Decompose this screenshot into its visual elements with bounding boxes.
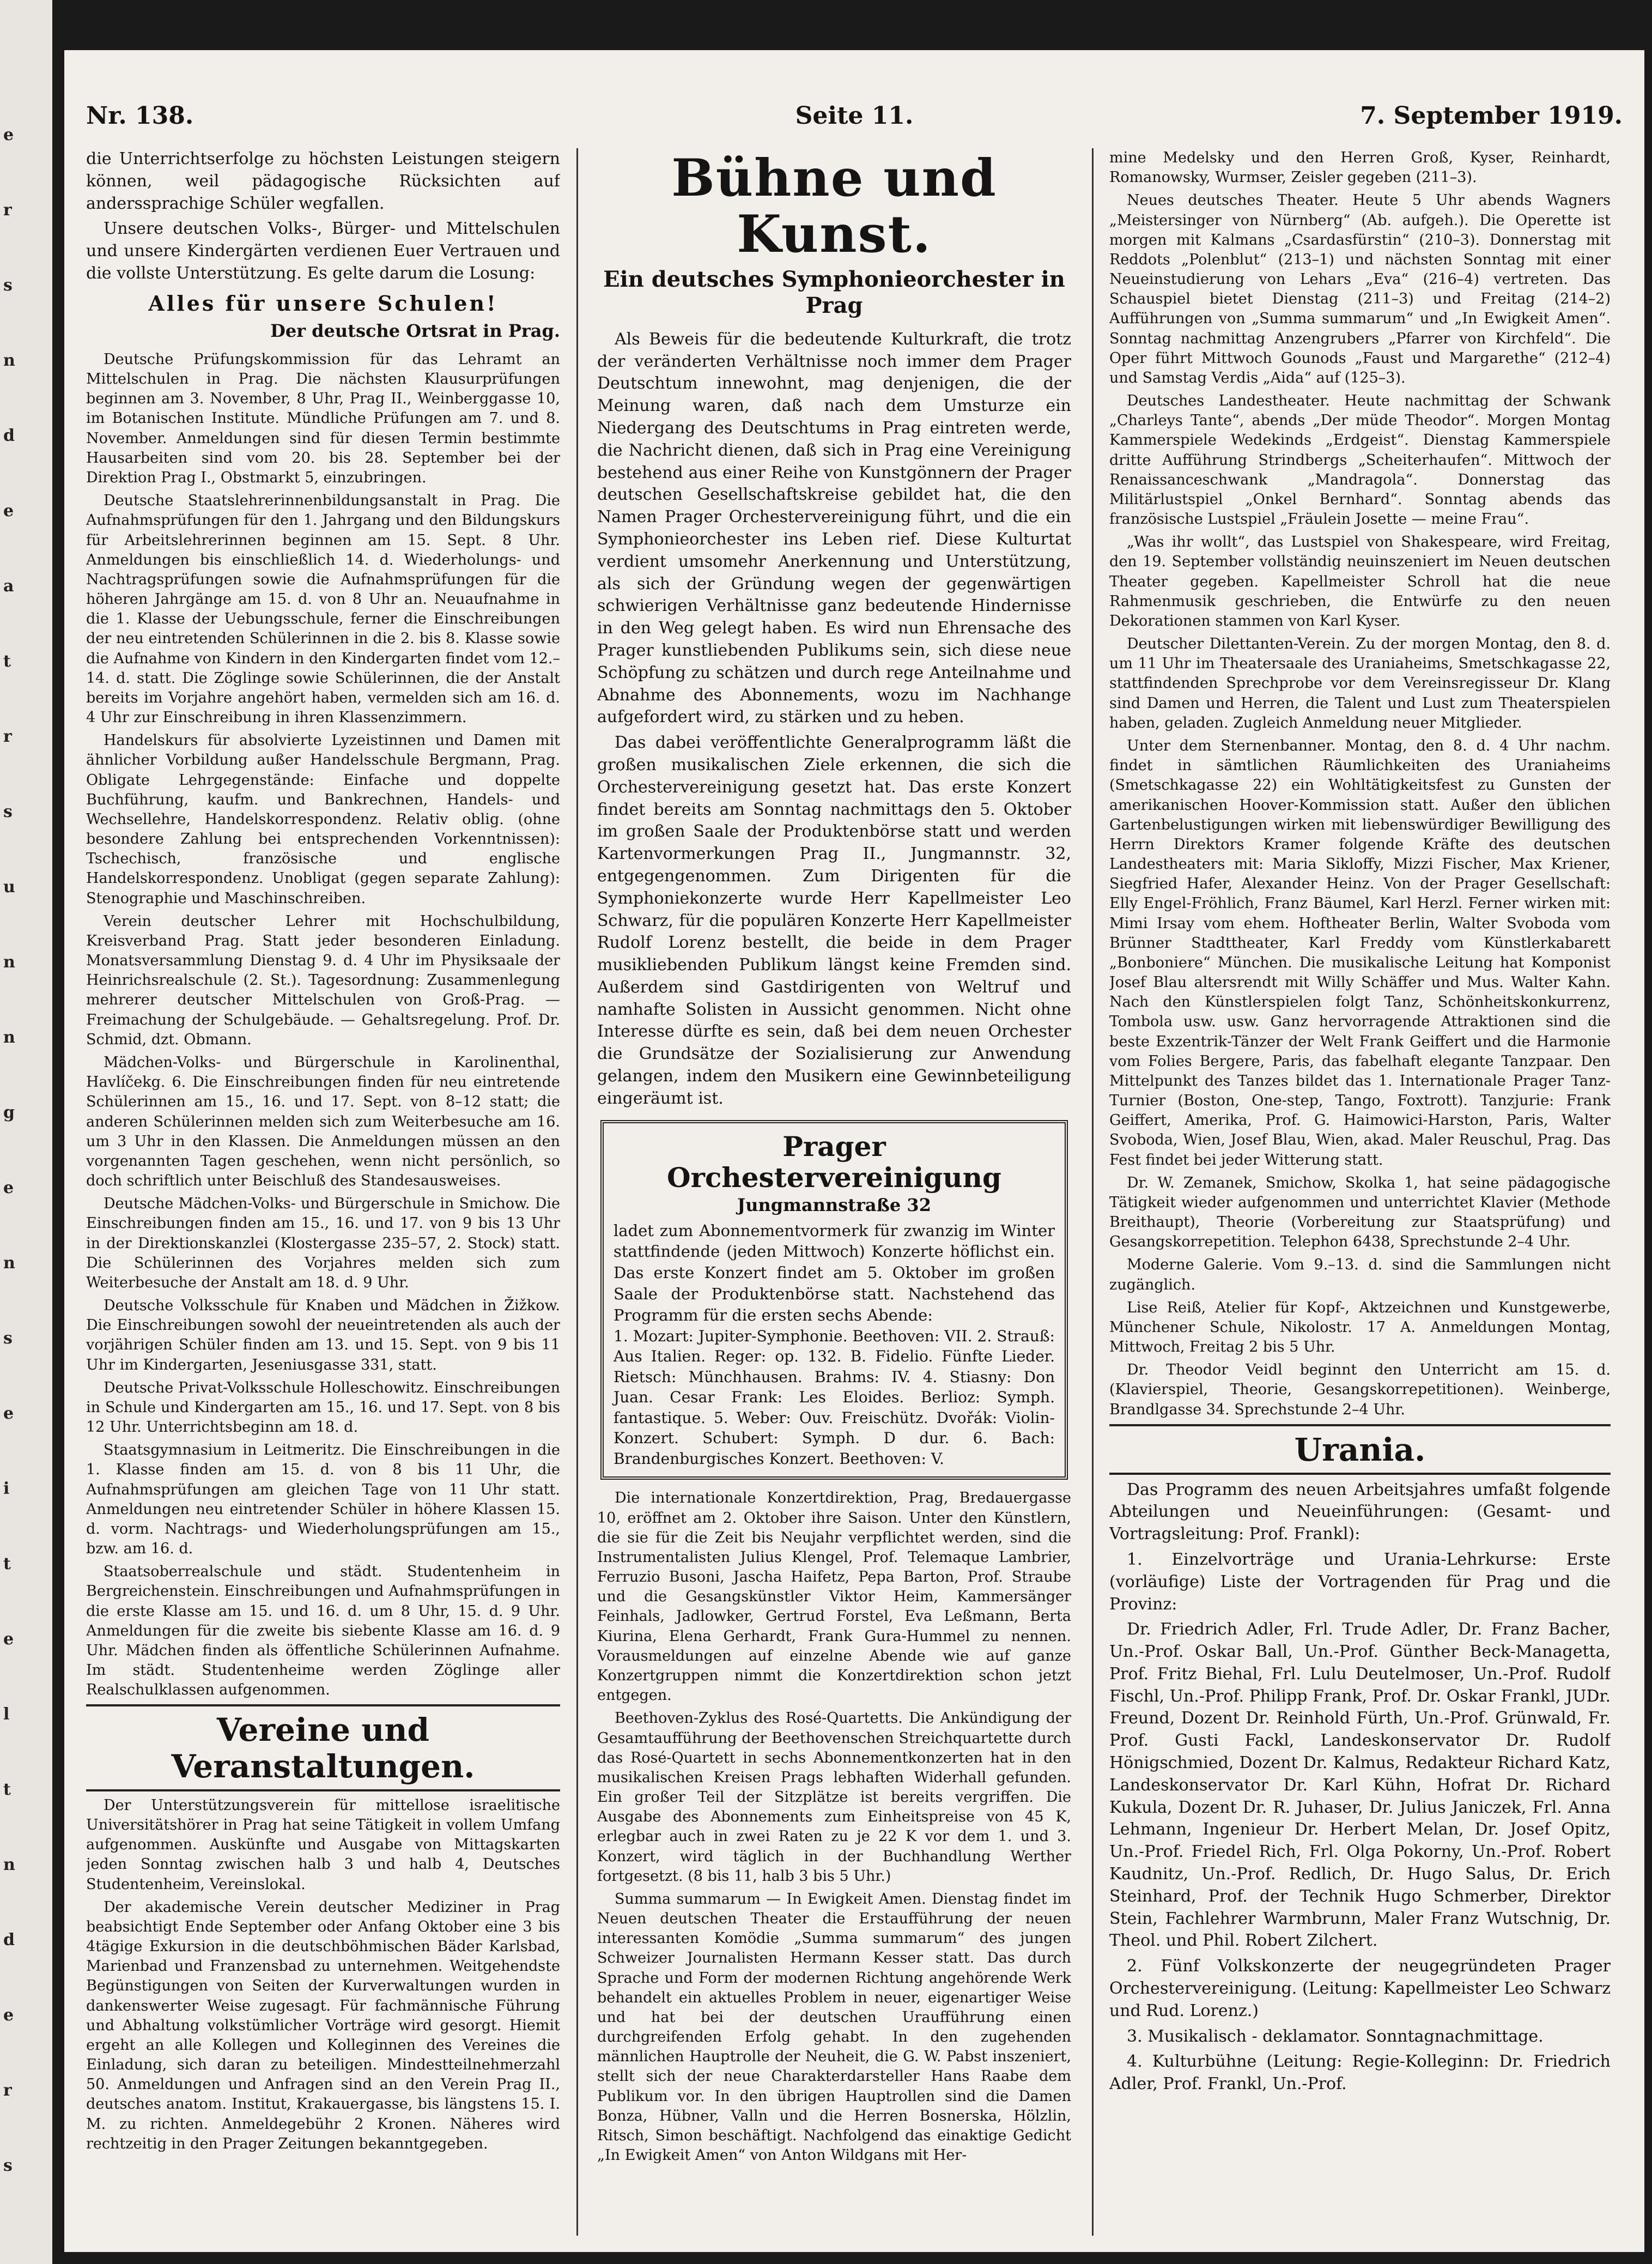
section-divider [1109, 1473, 1611, 1475]
cut-off-text-fragment: s [3, 802, 13, 821]
school-notice: Staatsoberrealschule und städt. Studentenheim in Bergreichenstein. Einschreibungen und Aufnahmsprüfungen in die erste Klasse am 15. und 16. d. um 8 Uhr, 15. d. 9 Uhr. Anmeldungen für die zweite bis siebente Klasse am 16. d. 9 Uhr. Mädchen finden als öffentliche Schülerinnen Aufnahme. Im städt. Studentenheime werden Zöglinge aller Realschulklassen aufgenommen. [86, 1563, 560, 1699]
cut-off-text-fragment: n [3, 1028, 15, 1047]
school-notice: Deutsche Prüfungskommission für das Lehramt an Mittelschulen in Prag. Die nächsten Klausurprüfungen beginnen am 3. November, 8 Uhr, Prag II., Weinberggasse 10, im Botanischen Institute. Mündliche Prüfungen am 7. und 8. November. Anmeldungen sind für diesen Termin bestimmte Hausarbeiten sind vom 20. bis 28. September bei der Direktion Prag I., Obstmarkt 5, einzubringen. [86, 350, 560, 486]
newspaper-page [64, 50, 1644, 2252]
cut-off-text-fragment: e [3, 1404, 14, 1423]
club-notices [86, 1796, 560, 2154]
article-paragraph: Als Beweis für die bedeutende Kulturkraft, die trotz der veränderten Verhältnisse noch immer dem Prager Deutschtum innewohnt, mag denjenigen, die der Meinung waren, daß nach dem Umsturze ein Niedergang des Deutschtums in Prag eintreten werde, die Nachricht dienen, daß sich in Prag eine Vereinigung bestehend aus einer Reihe von Kunstgönnern der Prager deutschen Gesellschaftskreise gebildet hat, die den Namen Prager Orchestervereinigung führt, und die ein Symphonieorchester ins Leben rief. Diese Kulturtat verdient umsomehr Anerkennung und Unterstützung, als sich der Gründung wegen der gegenwärtigen schwierigen Verhältnisse ganz bedeutende Hindernisse in den Weg gelegt haben. Es wird nun Ehrensache des Prager kunstliebenden Publikums sein, sich diese neue Schöpfung zu schätzen und durch rege Anteilnahme und Abnahme des Abonnements, wozu im Nachhange aufgefordert wird, zu stärken und zu heben. [597, 329, 1071, 727]
section-divider [86, 1704, 560, 1706]
cut-off-text-fragment: t [3, 1554, 11, 1573]
section-heading: Vereine und Veranstaltungen. [171, 1711, 475, 1785]
section-divider [1109, 1424, 1611, 1426]
urania-paragraph: 3. Musikalisch - deklamator. Sonntagnachmittage. [1127, 2026, 1544, 2046]
cut-off-text-fragment: e [3, 1630, 14, 1649]
section-heading: Bühne und Kunst. [671, 148, 997, 265]
signature: Der deutsche Ortsrat in Prag. [270, 320, 560, 342]
cut-off-text-fragment: g [3, 1103, 15, 1122]
cut-off-text-fragment: n [3, 1855, 15, 1874]
urania-program [1109, 1479, 1611, 2096]
theater-notice: mine Medelsky und den Herren Groß, Kyser, Reinhardt, Romanowsky, Wurmser, Zeisler gegeben (211–3). [1109, 149, 1611, 186]
theater-notice: Dr. Theodor Veidl beginnt den Unterricht am 15. d. (Klavierspiel, Theorie, Gesangskorrepetitionen). Weinberge, Brandlgasse 34. Sprechstunde 2–4 Uhr. [1109, 1361, 1611, 1418]
concert-notice: Summa summarum — In Ewigkeit Amen. Dienstag findet im Neuen deutschen Theater die Erstaufführung der neuen interessanten Komödie „Summa summarum“ des jungen Schweizer Journalisten Hermann Kesser statt. Das durch Sprache und Form der modernen Richtung angehörende Werk behandelt ein aktuelles Problem in neuer, eigenartiger Weise und hat bei der deutschen Uraufführung einen durchgreifenden Erfolg gehabt. In den zugehenden männlichen Hauptrolle der Neuheit, die G. W. Pabst inszeniert, stellt sich der neue Charakterdarsteller Hans Raabe dem Publikum vor. In den übrigen Hauptrollen sind die Damen Bonza, Hübner, Valln und die Herren Bosnerska, Hölzlin, Ritsch, Simon beschäftigt. Nachfolgend das einaktige Gedicht „In Ewigkeit Amen“ von Anton Wildgans mit Her- [597, 1890, 1071, 2164]
page-header [86, 102, 1623, 140]
cut-off-text-fragment: e [3, 125, 14, 144]
article-body [597, 329, 1071, 1110]
theater-notices [1109, 148, 1611, 1420]
cut-off-text-fragment: s [3, 276, 13, 295]
urania-paragraph: Dr. Friedrich Adler, Frl. Trude Adler, Dr. Franz Bacher, Un.-Prof. Oskar Ball, Un.-Prof. Günther Beck-Managetta, Prof. Fritz Biehal, Frl. Lulu Deutelmoser, Un.-Prof. Rudolf Fischl, Un.-Prof. Philipp Frank, Prof. Dr. Oskar Frankl, JUDr. Freund, Dozent Dr. Reinhold Fürth, Un.-Prof. Grünwald, Fr. Prof. Gusti Fackl, Landeskonservator Dr. Rudolf Hönigschmied, Dozent Dr. Kalmus, Redakteur Richard Katz, Landeskonservator Dr. Karl Kühn, Hofrat Dr. Richard Kukula, Dozent Dr. R. Juhaser, Dr. Julius Janiczek, Frl. Anna Lehmann, Ingenieur Dr. Herbert Melan, Dr. Josef Opitz, Un.-Prof. Friedel Rich, Frl. Olga Pokorny, Un.-Prof. Robert Kaudnitz, Un.-Prof. Redlich, Dr. Hugo Salus, Dr. Erich Steinhard, Prof. der Technik Hugo Schmerber, Direktor Stein, Fachlehrer Warmbrunn, Maler Franz Wutschnig, Dr. Theol. und Phil. Robert Zilchert. [1109, 1620, 1611, 1951]
urania-paragraph: Das Programm des neuen Arbeitsjahres umfaßt folgende Abteilungen und Neueinführungen: (Gesamt- und Vortragsleitung: Prof. Frankl): [1109, 1480, 1611, 1544]
theater-notice: „Was ihr wollt“, das Lustspiel von Shakespeare, wird Freitag, den 19. September vollständig neuinszeniert im Neuen deutschen Theater gegeben. Kapellmeister Schroll hat die neue Rahmenmusik geschrieben, die Entwürfe zu den neuen Dekorationen stammen von Karl Kyser. [1109, 534, 1611, 629]
section-divider [86, 1789, 560, 1791]
section-heading: Urania. [1294, 1431, 1426, 1468]
theater-notice: Neues deutsches Theater. Heute 5 Uhr abends Wagners „Meistersinger von Nürnberg“ (Ab. aufgeh.). Die Operette ist morgen mit Kalmans „Csardasfürstin“ (210–3). Donnerstag mit Reddots „Polenblut“ (213–1) und nächsten Sonntag mit einer Neueinstudierung von Lehars „Eva“ (216–4) vertreten. Das Schauspiel bietet Dienstag (211–3) und Freitag (214–2) Aufführungen von „Summa summarum“ und „In Ewigkeit Amen“. Sonntag nachmittag Anzengrubers „Pfarrer von Kirchfeld“. Die Oper führt Mittwoch Gounods „Faust und Margarethe“ (212–4) und Samstag Verdis „Aida“ auf (125–3). [1109, 192, 1611, 386]
ad-text: ladet zum Abonnementvormerk für zwanzig im Winter stattfindende (jeden Mittwoch) Konzerte höflichst ein. Das erste Konzert findet am 5. Oktober im großen Saale der Produktenbörse statt. Nachstehend das Programm für die ersten sechs Abende: [614, 1221, 1055, 1324]
school-notice: Mädchen-Volks- und Bürgerschule in Karolinenthal, Havlíčekg. 6. Die Einschreibungen finden für neu eintretende Schülerinnen am 15., 16. und 17. Sept. von 8–12 statt; die anderen Schülerinnen melden sich zum Weiterbesuche am 16. um 3 Uhr in den Klassen. Die Anmeldungen müssen an den vorgenannten Tagen geschehen, wenn nicht persönlich, so doch schriftlich unter Beischluß des Standesausweises. [86, 1054, 560, 1190]
club-notice: Der akademische Verein deutscher Mediziner in Prag beabsichtigt Ende September oder Anfang Oktober eine 3 bis 4tägige Exkursion in die deutschböhmischen Bäder Karlsbad, Marienbad und Franzensbad zu unternehmen. Weitgehendste Begünstigungen von Seiten der Kurverwaltungen wurden in dankenswerter Weise zugesagt. Für fachmännische Führung und Abhaltung volkstümlicher Vorträge wird gesorgt. Hiemit ergeht an alle Kollegen und Kolleginnen des Vereines die Einladung, sich daran zu beteiligen. Mindestteilnehmerzahl 50. Anmeldungen und Anfragen sind an den Verein Prag II., deutsches anatom. Institut, Krakauergasse, bis längstens 15. I. M. zu richten. Anmeldegebühr 2 Kronen. Näheres wird rechtzeitig in den Prager Zeitungen bekanntgegeben. [86, 1898, 560, 2152]
urania-paragraph: 2. Fünf Volkskonzerte der neugegründeten Prager Orchestervereinigung. (Leitung: Kapellmeister Leo Schwarz und Rud. Lorenz.) [1109, 1957, 1611, 2020]
column-rule [576, 148, 578, 2236]
cut-off-text-fragment: n [3, 1254, 15, 1273]
cut-off-text-fragment: l [3, 1705, 10, 1724]
advertisement-box [600, 1120, 1068, 1480]
theater-notice: Moderne Galerie. Vom 9.–13. d. sind die Sammlungen nicht zugänglich. [1109, 1256, 1611, 1293]
cut-off-text-fragment: s [3, 1329, 13, 1348]
slogan: Alles für unsere Schulen! [148, 290, 498, 316]
cut-off-text-fragment: i [3, 1479, 10, 1498]
cut-off-text-fragment: n [3, 953, 15, 972]
article-paragraph: Das dabei veröffentlichte Generalprogramm läßt die großen musikalischen Ziele erkennen, die sich die Orchestervereinigung gesetzt hat. Das erste Konzert findet bereits am Sonntag nachmittags den 5. Oktober im großen Saale der Produktenbörse statt und werden Kartenvormerkungen Prag II., Jungmannstr. 32, entgegengenommen. Zum Dirigenten für die Symphoniekonzerte wurde Herr Kapellmeister Leo Schwarz, für die populären Konzerte Herr Kapellmeister Rudolf Lorenz bestellt, die beide in dem Prager musikliebenden Publikum längst keine Fremden sind. Außerdem sind Gastdirigenten von Weltruf und namhafte Solisten in Aussicht genommen. Nicht ohne Interesse dürfte es sein, daß bei dem neuen Orchester die Grundsätze der Sozialisierung zur Anwendung gelangen, indem den Musikern eine Gewinnbeteiligung eingeräumt ist. [597, 733, 1071, 1108]
cut-off-text-fragment: n [3, 351, 15, 370]
cut-off-text-fragment: t [3, 1780, 11, 1799]
school-notice: Deutsche Mädchen-Volks- und Bürgerschule in Smichow. Die Einschreibungen finden am 15., 16. und 17. von 9 bis 13 Uhr in der Direktionskanzlei (Klostergasse 235–57, 2. Stock) statt. Die Schülerinnen des Vorjahres melden sich zum Weiterbesuche der Anstalt am 18. d. 9 Uhr. [86, 1195, 560, 1291]
adjacent-page-strip [0, 0, 52, 2264]
column-middle [597, 148, 1071, 2241]
theater-notice: Lise Reiß, Atelier für Kopf-, Aktzeichnen und Kunstgewerbe, Münchener Schule, Nikolostr. 17 A. Anmeldungen Montag, Mittwoch, Freitag 2 bis 5 Uhr. [1109, 1299, 1611, 1356]
issue-number: Nr. 138. [86, 102, 194, 130]
cut-off-text-fragment: t [3, 652, 11, 671]
theater-notice: Deutscher Dilettanten-Verein. Zu der morgen Montag, den 8. d. um 11 Uhr im Theatersaale des Uraniaheims, Smetschkagasse 22, stattfindenden Sprechprobe vor dem Vereinsregisseur Dr. Klang sind Damen und Herren, die Talent und Lust zum Theaterspielen haben, geladen. Zugleich Anmeldung neuer Mitglieder. [1109, 635, 1611, 731]
cut-off-text-fragment: r [3, 727, 12, 746]
cut-off-text-fragment: e [3, 1178, 14, 1197]
concert-notice: Beethoven-Zyklus des Rosé-Quartetts. Die Ankündigung der Gesamtaufführung der Beethovenschen Streichquartette durch das Rosé-Quartett in sechs Abonnementkonzerten hat in den musikalischen Kreisen Prags lebhaften Widerhall gefunden. Ein großer Teil der Sitzplätze ist bereits vergriffen. Die Ausgabe des Abonnements zum Einheitspreise von 45 K, erlegbar auch in zwei Raten zu je 22 K vor dem 1. und 3. Konzert, wird täglich in der Buchhandlung Werther fortgesetzt. (8 bis 11, halb 3 bis 5 Uhr.) [597, 1710, 1071, 1885]
school-notice: Staatsgymnasium in Leitmeritz. Die Einschreibungen in die 1. Klasse finden am 15. d. von 8 bis 11 Uhr, die Aufnahmsprüfungen am gleichen Tage von 11 Uhr statt. Anmeldungen neu eintretender Schüler in höhere Klassen 15. d. vorm. Nachtrags- und Wiederholungsprüfungen am 15., bzw. am 16. d. [86, 1442, 560, 1558]
ad-title: Prager Orchestervereinigung [667, 1130, 1001, 1194]
article-text: Unsere deutschen Volks-, Bürger- und Mittelschulen und unsere Kindergärten verdienen Euer Vertrauen und die vollste Unterstützung. Es gelte darum die Losung: [86, 219, 560, 283]
column-right [1109, 148, 1611, 2241]
theater-notice: Unter dem Sternenbanner. Montag, den 8. d. 4 Uhr nachm. findet in sämtlichen Räumlichkeiten des Uraniaheims (Smetschkagasse 22) ein Wohltätigkeitsfest zu Gunsten der amerikanischen Hoover-Kommission statt. Außer den üblichen Gartenbelustigungen wirken mit liebenswürdiger Bewilligung des Herrn Direktors Kramer folgende Kräfte des deutschen Landestheaters mit: Maria Sikloffy, Mizzi Fischer, Max Kriener, Siegfried Hafer, Alexander Heinz. Von der Prager Gesellschaft: Elly Engel-Fröhlich, Franz Bäumel, Karl Herzl. Ferner wirken mit: Mimi Irsay vom ehem. Hoftheater Berlin, Walter Svoboda vom Brünner Stadttheater, Karl Freddy vom Künstlerkabarett „Bonboniere“ München. Die musikalische Leitung hat Komponist Josef Blau altersrendt mit Willy Schäffer und Mus. Walter Kahn. Nach den Künstlerspielen folgt Tanz, Schönheitskonkurrenz, Tombola usw. usw. Ganz hervorragende Attraktionen sind die beste Exzentrik-Tänzer der Welt Frank Geiffert und die Harmonie vom Folies Bergere, Paris, das fabelhaft elegante Tanzpaar. Den Mittelpunkt des Tanzes bildet das 1. Internationale Prager Tanz-Turnier (Boston, One-step, Tango, Foxtrott). Tanzjurie: Frank Geiffert, Amerika, Prof. G. Haimowici-Harston, Paris, Walter Svoboda, Wien, Josef Blau, Wien, akad. Maler Reuschul, Prag. Das Fest findet bei jeder Witterung statt. [1109, 737, 1611, 1169]
issue-date: 7. September 1919. [1360, 102, 1623, 130]
cut-off-text-fragment: e [3, 2006, 14, 2025]
cut-off-text-fragment: d [3, 1930, 15, 1950]
page-number: Seite 11. [795, 102, 914, 130]
cut-off-text-fragment: r [3, 2081, 12, 2100]
article-text: die Unterrichtserfolge zu höchsten Leistungen steigern können, weil pädagogische Rücksichten auf anderssprachige Schüler wegfallen. [86, 149, 560, 213]
school-notice: Deutsche Volksschule für Knaben und Mädchen in Žižkow. Die Einschreibungen sowohl der neueintretenden als auch der vorjährigen Schüler finden am 13. und 15. Sept. von 9 bis 11 Uhr im Kindergarten, Jeseniusgasse 331, statt. [86, 1297, 560, 1373]
theater-notice: Deutsches Landestheater. Heute nachmittag der Schwank „Charleys Tante“, abends „Der müde Theodor“. Morgen Montag Kammerspiele Wedekinds „Erdgeist“. Dienstag Kammerspiele dritte Aufführung Strindbergs „Scheiterhaufen“. Mittwoch der Renaissanceschwank „Mandragola“. Donnerstag das Militärlustspiel „Onkel Bernhard“. Sonntag abends das französische Lustspiel „Fräulein Josette — meine Frau“. [1109, 392, 1611, 528]
school-notice: Deutsche Staatslehrerinnenbildungsanstalt in Prag. Die Aufnahmsprüfungen für den 1. Jahrgang und den Bildungskurs für Arbeitslehrerinnen beginnen am 15. Sept. 8 Uhr. Anmeldungen bis einschließlich 14. d. Wiederholungs- und Nachtragsprüfungen sowie die Aufnahmsprüfungen für die höheren Jahrgänge am 15. d. von 8 Uhr an. Neuaufnahme in die 1. Klasse der Uebungsschule, ferner die Einschreibungen der neu eintretenden Schülerinnen in die 2. bis 8. Klasse sowie die Aufnahme von Kindern in den Kindergarten findet vom 12.–14. d. statt. Die Zöglinge sowie Schülerinnen, die der Anstalt bereits im Vorjahre angehört haben, vermelden sich am 16. d. 4 Uhr zur Einschreibung in ihren Klassenzimmern. [86, 492, 560, 727]
cut-off-text-fragment: s [3, 2156, 13, 2175]
cut-off-text-fragment: a [3, 577, 14, 596]
concert-notices [597, 1488, 1071, 2165]
concert-notice: Die internationale Konzertdirektion, Prag, Bredauergasse 10, eröffnet am 2. Oktober ihre Saison. Unter den Künstlern, die sie für die Zeit bis Neujahr verpflichtet werden, sind die Instrumentalisten Julius Klengel, Prof. Telemaque Lambrier, Ferruzio Busoni, Jascha Haifetz, Pepa Barton, Prof. Straube und die Gesangskünstler Viktor Heim, Kammersänger Feinhals, Jadlowker, Gertrud Forstel, Eva Leßmann, Berta Kiurina, Elena Gerhardt, Frank Gura-Hummel zu nennen. Vorausmeldungen auf einzelne Abende wie auf ganze Konzertgruppen nimmt die Konzertdirektion schon jetzt entgegen. [597, 1490, 1071, 1704]
urania-paragraph: 4. Kulturbühne (Leitung: Regie-Kolleginn: Dr. Friedrich Adler, Prof. Frankl, Un.-Prof. [1109, 2052, 1611, 2094]
ad-address: Jungmannstraße 32 [737, 1194, 931, 1215]
club-notice: Der Unterstützungsverein für mittellose israelitische Universitätshörer in Prag hat seine Tätigkeit in vollem Umfang aufgenommen. Auskünfte und Ausgabe von Mittagskarten jeden Sonntag zwischen halb 3 und halb 4, Deutsches Studentenheim, Vereinslokal. [86, 1796, 560, 1893]
cut-off-text-fragment: d [3, 426, 15, 445]
column-rule [1092, 148, 1094, 2236]
school-notice: Verein deutscher Lehrer mit Hochschulbildung, Kreisverband Prag. Statt jeder besonderen Einladung. Monatsversammlung Dienstag 9. d. 4 Uhr im Physiksaale der Heinrichsrealschule (2. St.). Tagesordnung: Zusammenlegung mehrerer deutscher Mittelschulen von Groß-Prag. — Freimachung der Schulgebäude. — Gehaltsregelung. Prof. Dr. Schmid, dzt. Obmann. [86, 912, 560, 1048]
column-left [86, 148, 560, 2241]
urania-paragraph: 1. Einzelvorträge und Urania-Lehrkurse: Erste (vorläufige) Liste der Vortragenden für Prag und die Provinz: [1109, 1549, 1611, 1614]
cut-off-text-fragment: e [3, 501, 14, 520]
theater-notice: Dr. W. Zemanek, Smichow, Skolka 1, hat seine pädagogische Tätigkeit wieder aufgenommen und unterrichtet Klavier (Methode Breithaupt), Theorie (Vorbereitung zur Staatsprüfung) und Gesangskorrepetition. Telephon 6438, Sprechstunde 2–4 Uhr. [1109, 1174, 1611, 1251]
school-notice: Handelskurs für absolvierte Lyzeistinnen und Damen mit ähnlicher Vorbildung außer Handelsschule Bergmann, Prag. Obligate Lehrgegenstände: Einfache und doppelte Buchführung, kaufm. und Bankrechnen, Handels- und Wechsellehre, Handelskorrespondenz. Relativ oblig. (ohne besondere Zahlung bei entsprechenden Vorkenntnissen): Tschechisch, französische und englische Handelskorrespondenz. Unobligat (gegen separate Zahlung): Stenographie und Maschinschreiben. [86, 732, 560, 907]
cut-off-text-fragment: u [3, 877, 15, 897]
article-headline: Ein deutsches Symphonieorchester in Prag [603, 266, 1065, 318]
school-notices [86, 350, 560, 1700]
school-notice: Deutsche Privat-Volksschule Holleschowitz. Einschreibungen in Schule und Kindergarten am 15., 16. und 17. Sept. von 8 bis 12 Uhr. Unterrichtsbeginn am 18. d. [86, 1379, 560, 1436]
cut-off-text-fragment: r [3, 201, 12, 220]
ad-program: 1. Mozart: Jupiter-Symphonie. Beethoven: VII. 2. Strauß: Aus Italien. Reger: op. 132. B. Fidelio. Fünfte Lieder. Rietsch: Münchhausen. Brahms: IV. 4. Stiasny: Don Juan. Cesar Frank: Les Eloides. Berlioz: Symph. fantastique. 5. Weber: Ouv. Freischütz. Dvořák: Violin-Konzert. Schubert: Symph. D dur. 6. Bach: Brandenburgisches Konzert. Beethoven: V. [614, 1327, 1055, 1468]
